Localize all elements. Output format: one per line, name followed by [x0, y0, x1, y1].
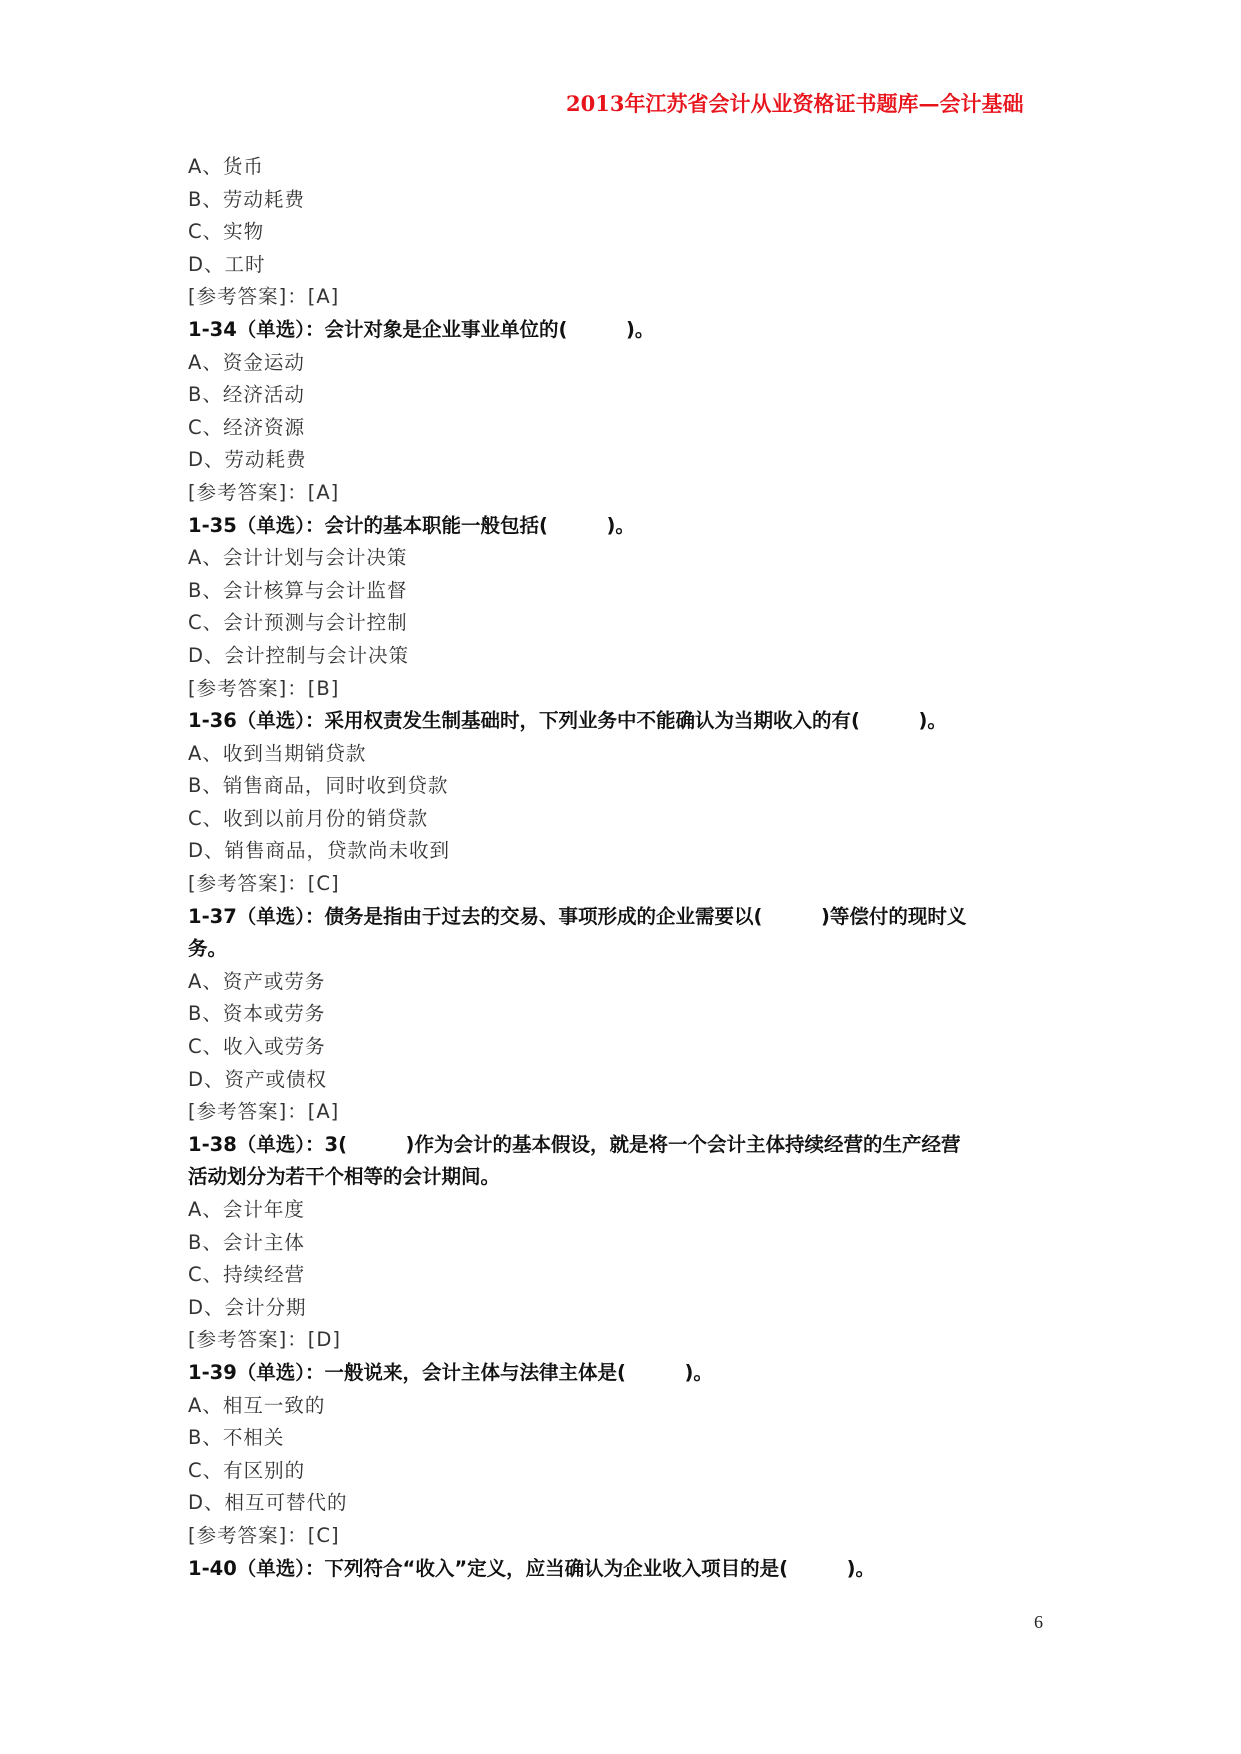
answer-option: C、收入或劳务 [188, 1035, 326, 1059]
answer-option: A、资金运动 [188, 350, 305, 374]
reference-answer: [参考答案]：[A] [188, 285, 340, 309]
answer-option: D、资产或债权 [188, 1067, 328, 1091]
answer-option: B、经济活动 [188, 383, 305, 407]
answer-option: D、劳动耗费 [188, 448, 307, 472]
answer-option: A、收到当期销贷款 [188, 741, 367, 765]
question-text: 1-39（单选）：一般说来，会计主体与法律主体是( )。 [188, 1360, 713, 1384]
question-text: 务。 [188, 937, 228, 961]
answer-option: C、经济资源 [188, 415, 306, 439]
reference-answer: [参考答案]：[C] [188, 872, 340, 896]
answer-option: B、资本或劳务 [188, 1002, 326, 1026]
answer-option: B、销售商品，同时收到贷款 [188, 774, 449, 798]
answer-option: C、持续经营 [188, 1263, 306, 1287]
question-text: 1-40（单选）：下列符合“收入”定义，应当确认为企业收入项目的是( )。 [188, 1556, 876, 1580]
reference-answer: [参考答案]：[D] [188, 1328, 341, 1352]
answer-option: A、会计年度 [188, 1198, 305, 1221]
answer-option: C、收到以前月份的销贷款 [188, 806, 429, 830]
answer-option: B、会计主体 [188, 1230, 305, 1254]
answer-option: A、会计计划与会计决策 [188, 546, 408, 570]
reference-answer: [参考答案]：[B] [188, 676, 340, 700]
answer-option: C、会计预测与会计控制 [188, 611, 408, 635]
answer-option: D、工时 [188, 252, 266, 276]
question-text: 活动划分为若干个相等的会计期间。 [188, 1165, 501, 1189]
reference-answer: [参考答案]：[C] [188, 1523, 340, 1547]
answer-option: A、相互一致的 [188, 1393, 326, 1417]
answer-option: B、劳动耗费 [188, 187, 305, 211]
answer-option: D、会计分期 [188, 1295, 307, 1319]
answer-option: D、销售商品，贷款尚未收到 [188, 839, 451, 863]
reference-answer: [参考答案]：[A] [188, 1100, 340, 1124]
question-text: 1-34（单选）：会计对象是企业事业单位的( )。 [188, 317, 655, 341]
answer-option: A、资产或劳务 [188, 969, 326, 993]
question-text: 1-37（单选）：债务是指由于过去的交易、事项形成的企业需要以( )等偿付的现时义 [188, 904, 967, 928]
document-header-title: 2013年江苏省会计从业资格证书题库—会计基础 [566, 91, 1024, 116]
answer-option: C、有区别的 [188, 1458, 306, 1482]
question-text: 1-36（单选）：采用权责发生制基础时，下列业务中不能确认为当期收入的有( )。 [188, 709, 947, 733]
answer-option: D、相互可替代的 [188, 1491, 348, 1515]
question-text: 1-35（单选）：会计的基本职能一般包括( )。 [188, 513, 635, 537]
answer-option: D、会计控制与会计决策 [188, 643, 410, 667]
answer-option: B、会计核算与会计监督 [188, 578, 408, 602]
reference-answer: [参考答案]：[A] [188, 480, 340, 504]
answer-option: A、货币 [188, 155, 264, 178]
page-number: 6 [1034, 1612, 1043, 1632]
answer-option: C、实物 [188, 220, 265, 244]
question-list [188, 151, 1068, 1585]
question-text: 1-38（单选）：3( )作为会计的基本假设，就是将一个会计主体持续经营的生产经营 [188, 1132, 961, 1156]
answer-option: B、不相关 [188, 1426, 285, 1450]
